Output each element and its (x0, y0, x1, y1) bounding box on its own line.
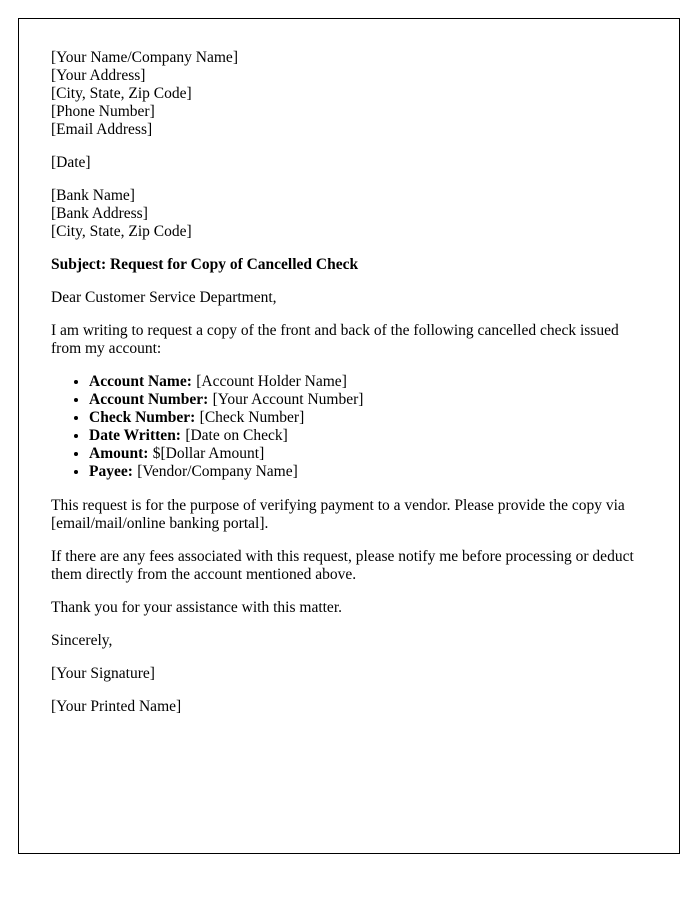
sender-name-line: [Your Name/Company Name] (51, 49, 238, 66)
detail-label: Amount: (89, 445, 149, 462)
bank-city-line: [City, State, Zip Code] (51, 223, 192, 240)
fees-paragraph: If there are any fees associated with this request, please notify me before processing or deduct them directly from the account mentioned above. (51, 548, 634, 583)
detail-amount (89, 445, 647, 463)
sender-block (51, 49, 647, 139)
detail-value: $[Dollar Amount] (152, 445, 265, 462)
signature-line: [Your Signature] (51, 665, 155, 682)
letter-page (18, 18, 680, 854)
printed-name-line: [Your Printed Name] (51, 698, 182, 715)
letter-body (51, 49, 647, 716)
subject-line: Subject: Request for Copy of Cancelled Check (51, 256, 359, 273)
detail-value: [Account Holder Name] (196, 373, 347, 390)
detail-date-written (89, 427, 647, 445)
intro-paragraph: I am writing to request a copy of the front and back of the following cancelled check issued from my account: (51, 322, 619, 357)
detail-label: Account Name: (89, 373, 192, 390)
thanks-paragraph: Thank you for your assistance with this matter. (51, 599, 342, 616)
bank-address-line: [Bank Address] (51, 205, 148, 222)
sender-city-line: [City, State, Zip Code] (51, 85, 192, 102)
sender-address-line: [Your Address] (51, 67, 146, 84)
detail-value: [Vendor/Company Name] (137, 463, 298, 480)
sender-phone-line: [Phone Number] (51, 103, 155, 120)
purpose-paragraph: This request is for the purpose of verifying payment to a vendor. Please provide the copy via [email/mail/online banking portal]. (51, 497, 625, 532)
detail-account-name (89, 373, 647, 391)
detail-payee (89, 463, 647, 481)
detail-value: [Check Number] (199, 409, 305, 426)
salutation: Dear Customer Service Department, (51, 289, 277, 306)
bank-name-line: [Bank Name] (51, 187, 135, 204)
detail-label: Account Number: (89, 391, 209, 408)
detail-account-number (89, 391, 647, 409)
date-line: [Date] (51, 154, 91, 171)
detail-value: [Date on Check] (185, 427, 288, 444)
detail-label: Payee: (89, 463, 133, 480)
detail-label: Date Written: (89, 427, 181, 444)
sender-email-line: [Email Address] (51, 121, 153, 138)
detail-check-number (89, 409, 647, 427)
closing-line: Sincerely, (51, 632, 113, 649)
check-details-list (51, 373, 647, 481)
detail-label: Check Number: (89, 409, 196, 426)
detail-value: [Your Account Number] (212, 391, 364, 408)
recipient-block (51, 187, 647, 241)
